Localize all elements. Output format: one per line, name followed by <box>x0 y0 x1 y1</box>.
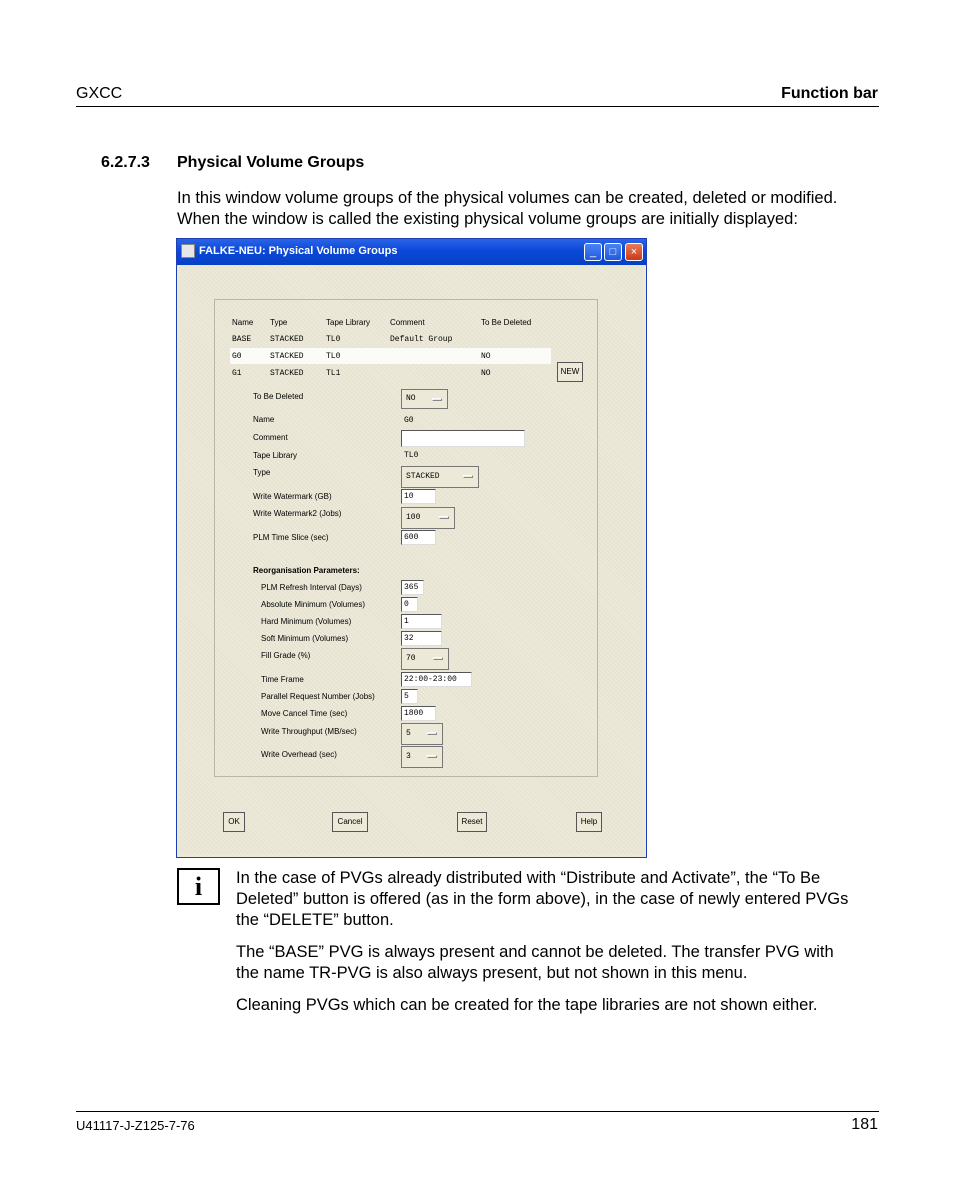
name-value: G0 <box>404 416 414 425</box>
tape-library-label: Tape Library <box>253 451 298 460</box>
footer-doc-id: U41117-J-Z125-7-76 <box>76 1118 195 1133</box>
plm-time-slice-label: PLM Time Slice (sec) <box>253 533 329 542</box>
column-header-tape-library: Tape Library <box>326 318 371 327</box>
table-cell: TL0 <box>326 352 341 361</box>
table-cell: Default Group <box>390 335 453 344</box>
to-be-deleted-value: NO <box>406 394 416 403</box>
minimize-button[interactable]: _ <box>584 243 602 261</box>
move-cancel-field[interactable]: 1800 <box>401 706 436 721</box>
intro-line-2: When the window is called the existing physical volume groups are initially displayed: <box>177 210 798 228</box>
column-header-comment: Comment <box>390 318 425 327</box>
dropdown-indicator-icon <box>427 732 437 735</box>
window-client-area <box>180 265 643 854</box>
write-overhead-dropdown[interactable] <box>401 746 443 768</box>
dropdown-indicator-icon <box>433 657 443 660</box>
tape-library-value: TL0 <box>404 451 419 460</box>
write-watermark-label: Write Watermark (GB) <box>253 492 332 501</box>
note-paragraph-1 <box>236 868 848 931</box>
note-paragraph-3: Cleaning PVGs which can be created for the tape libraries are not shown either. <box>236 996 818 1014</box>
header-rule <box>76 106 879 107</box>
running-header-left: GXCC <box>76 85 123 102</box>
note-paragraph-2 <box>236 942 834 984</box>
note-line: the name TR-PVG is also always present, but not shown in this menu. <box>236 964 748 982</box>
fill-grade-value: 70 <box>406 654 416 663</box>
type-label: Type <box>253 468 271 477</box>
maximize-button[interactable]: □ <box>604 243 622 261</box>
column-header-to-be-deleted: To Be Deleted <box>481 318 532 327</box>
dropdown-indicator-icon <box>432 398 442 401</box>
new-button[interactable]: NEW <box>557 362 583 382</box>
write-overhead-value: 3 <box>406 752 411 761</box>
reset-button[interactable]: Reset <box>457 812 487 832</box>
footer-rule <box>76 1111 879 1112</box>
table-cell: G0 <box>232 352 242 361</box>
table-cell: NO <box>481 352 491 361</box>
fill-grade-dropdown[interactable] <box>401 648 449 670</box>
cancel-button[interactable]: Cancel <box>332 812 368 832</box>
write-throughput-label: Write Throughput (MB/sec) <box>261 727 357 736</box>
write-watermark2-value: 100 <box>406 513 421 522</box>
note-line: the “DELETE” button. <box>236 911 394 929</box>
intro-line-1: In this window volume groups of the physical volumes can be created, deleted or modified. <box>177 189 838 207</box>
pvg-dialog-window <box>176 238 647 858</box>
name-label: Name <box>253 415 275 424</box>
note-line: Deleted” button is offered (as in the form above), in the case of newly entered PVGs <box>236 890 849 908</box>
window-titlebar[interactable] <box>177 239 646 265</box>
write-overhead-label: Write Overhead (sec) <box>261 750 337 759</box>
app-icon <box>181 244 195 258</box>
to-be-deleted-label: To Be Deleted <box>253 392 304 401</box>
comment-label: Comment <box>253 433 288 442</box>
table-cell: STACKED <box>270 352 304 361</box>
hard-minimum-field[interactable]: 1 <box>401 614 442 629</box>
move-cancel-label: Move Cancel Time (sec) <box>261 709 348 718</box>
dropdown-indicator-icon <box>439 516 449 519</box>
comment-field[interactable] <box>401 430 525 447</box>
soft-minimum-label: Soft Minimum (Volumes) <box>261 634 349 643</box>
type-dropdown[interactable] <box>401 466 479 488</box>
table-cell: STACKED <box>270 335 304 344</box>
window-title: FALKE-NEU: Physical Volume Groups <box>199 245 398 257</box>
dropdown-indicator-icon <box>463 475 473 478</box>
write-throughput-value: 5 <box>406 729 411 738</box>
table-cell: BASE <box>232 335 252 344</box>
absolute-minimum-field[interactable]: 0 <box>401 597 418 612</box>
plm-refresh-label: PLM Refresh Interval (Days) <box>261 583 362 592</box>
column-header-type: Type <box>270 318 288 327</box>
note-line: The “BASE” PVG is always present and cannot be deleted. The transfer PVG with <box>236 943 834 961</box>
write-watermark-field[interactable]: 10 <box>401 489 436 504</box>
info-icon: i <box>177 868 220 905</box>
soft-minimum-field[interactable]: 32 <box>401 631 442 646</box>
note-line: In the case of PVGs already distributed with “Distribute and Activate”, the “To Be <box>236 869 821 887</box>
section-title: Physical Volume Groups <box>177 154 365 171</box>
dropdown-indicator-icon <box>427 755 437 758</box>
pvg-table <box>230 314 551 384</box>
table-cell: STACKED <box>270 369 304 378</box>
table-cell: G1 <box>232 369 242 378</box>
ok-button[interactable]: OK <box>223 812 245 832</box>
reorganisation-heading: Reorganisation Parameters: <box>253 566 360 575</box>
time-frame-label: Time Frame <box>261 675 304 684</box>
parallel-request-label: Parallel Request Number (Jobs) <box>261 692 375 701</box>
type-value: STACKED <box>406 472 440 481</box>
fill-grade-label: Fill Grade (%) <box>261 651 311 660</box>
close-button[interactable]: × <box>625 243 643 261</box>
table-cell: NO <box>481 369 491 378</box>
footer-page-number: 181 <box>851 1116 878 1133</box>
hard-minimum-label: Hard Minimum (Volumes) <box>261 617 352 626</box>
time-frame-field[interactable]: 22:00-23:00 <box>401 672 472 687</box>
table-cell: TL1 <box>326 369 341 378</box>
running-header-right: Function bar <box>781 85 878 102</box>
write-watermark2-label: Write Watermark2 (Jobs) <box>253 509 342 518</box>
pvg-panel <box>214 299 598 777</box>
table-cell: TL0 <box>326 335 341 344</box>
section-number: 6.2.7.3 <box>101 154 150 171</box>
write-throughput-dropdown[interactable] <box>401 723 443 745</box>
parallel-request-field[interactable]: 5 <box>401 689 418 704</box>
to-be-deleted-dropdown[interactable] <box>401 389 448 409</box>
absolute-minimum-label: Absolute Minimum (Volumes) <box>261 600 366 609</box>
column-header-name: Name <box>232 318 254 327</box>
plm-refresh-field[interactable]: 365 <box>401 580 424 595</box>
plm-time-slice-field[interactable]: 600 <box>401 530 436 545</box>
help-button[interactable]: Help <box>576 812 602 832</box>
write-watermark2-dropdown[interactable] <box>401 507 455 529</box>
